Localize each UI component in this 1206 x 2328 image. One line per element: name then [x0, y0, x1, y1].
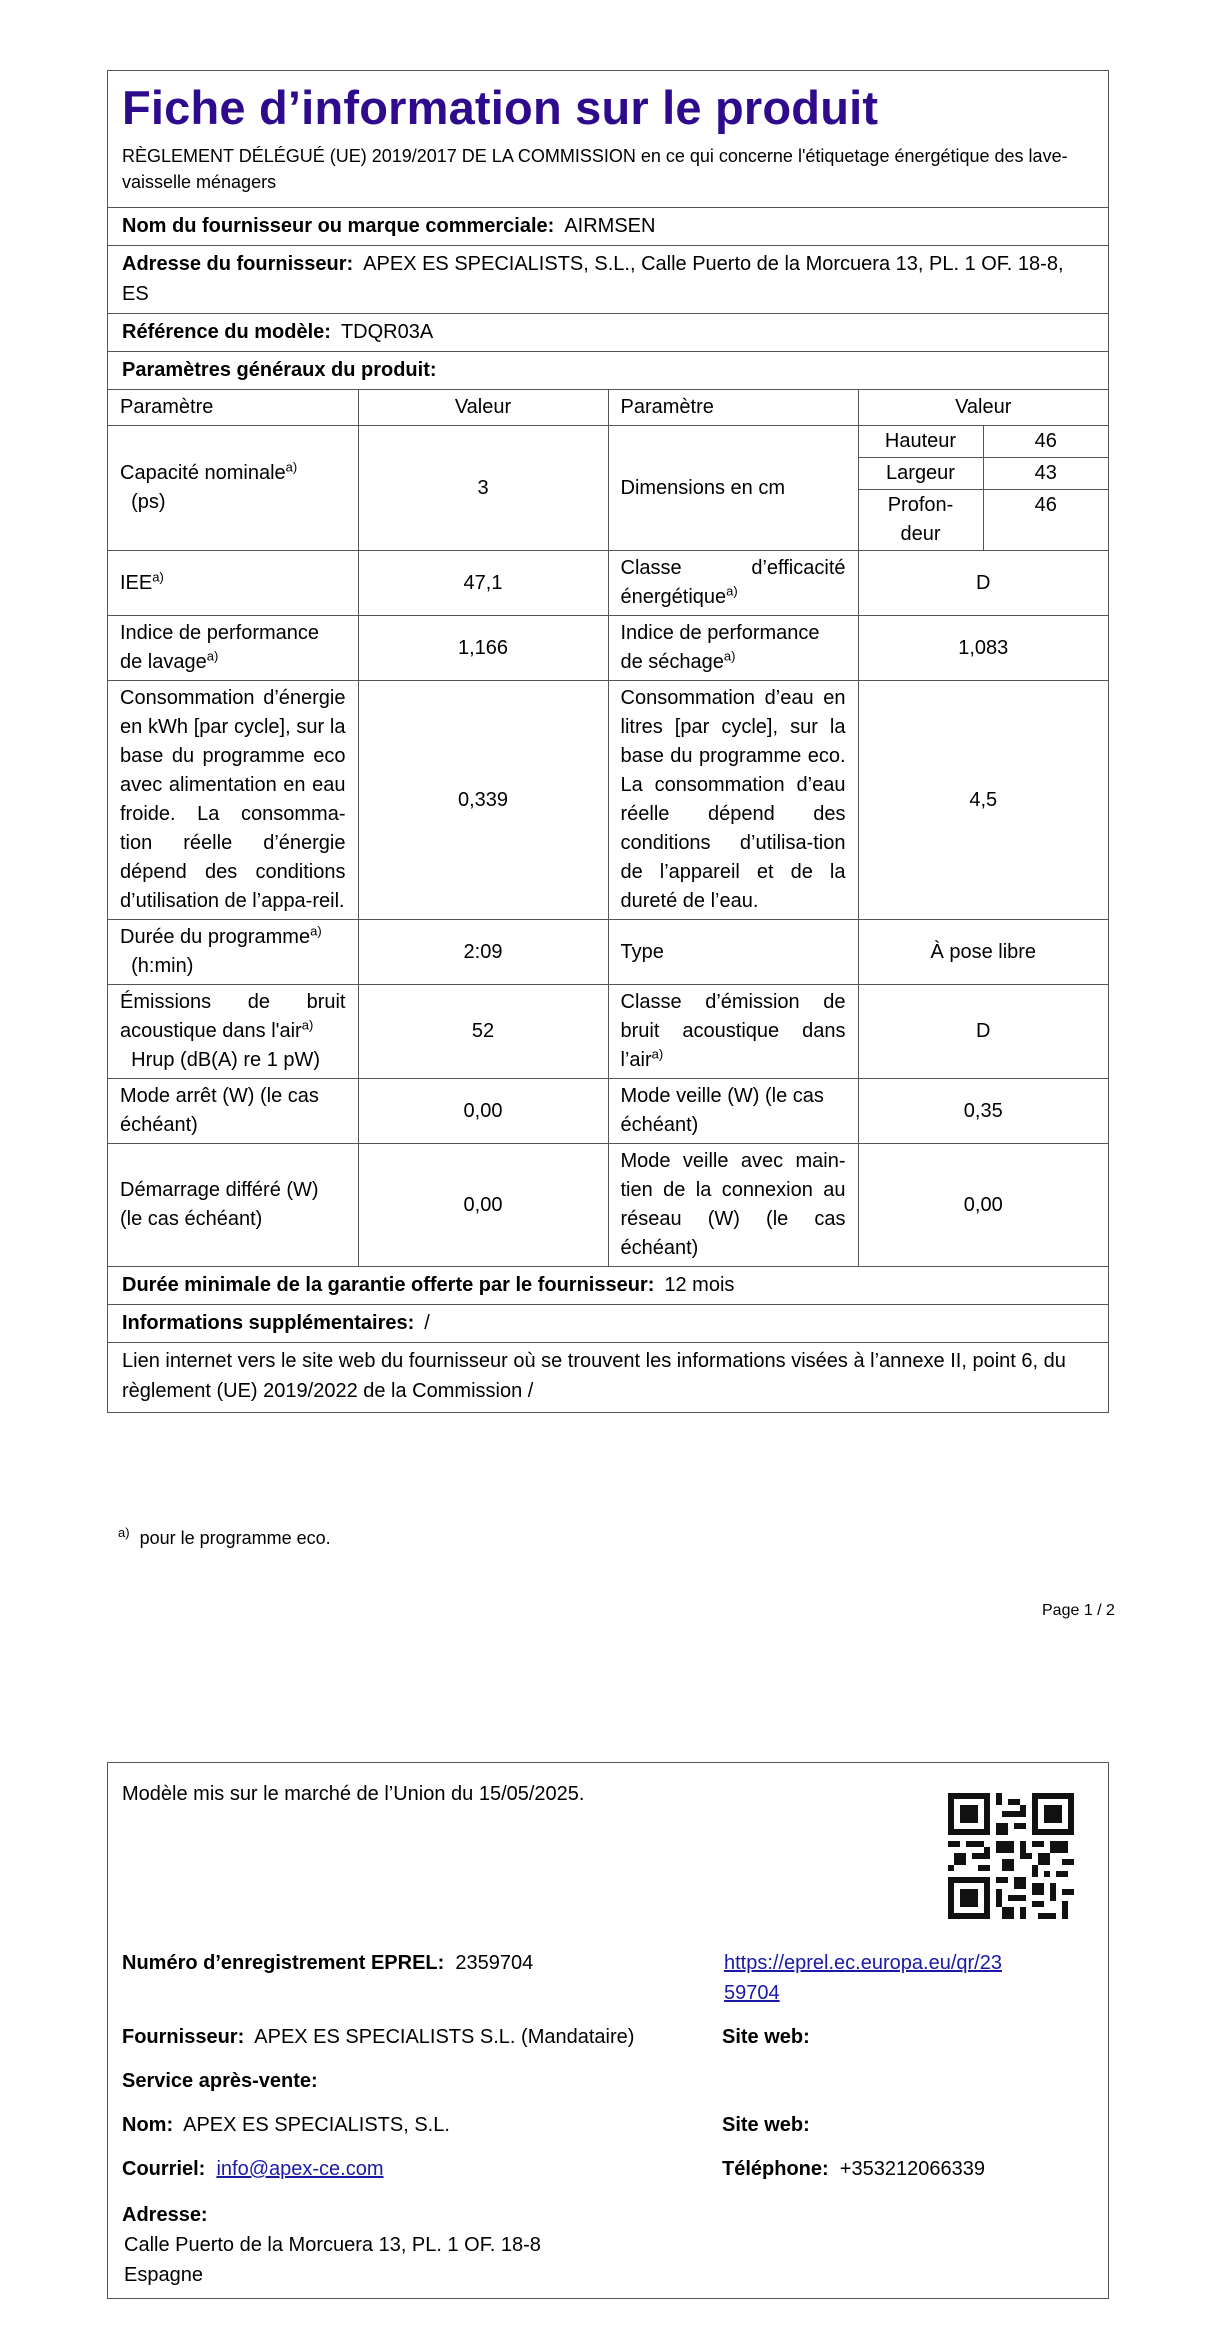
table-row [108, 681, 1108, 920]
table-row [108, 1079, 1108, 1144]
energy-consumption-label: Consommation d’énergie en kWh [par cycle], sur la base du programme eco avec alimentation en eau froide. La consomma-tion réelle d’énergie dépend des conditions d’utilisation de l’appa-reil. [108, 681, 358, 920]
website-info-row [108, 1342, 1108, 1412]
water-consumption-label: Consommation d’eau en litres [par cycle], sur la base du programme eco. La consommation d’eau réelle dépend des conditions d’utilisa-tion de l’appareil et de la dureté de l’eau. [608, 681, 858, 920]
washing-index-label-1: Indice de performance [120, 622, 320, 644]
address-label: Adresse du fournisseur: [122, 253, 354, 275]
page-number: Page 1 / 2 [1042, 1602, 1115, 1619]
warranty-label: Durée minimale de la garantie offerte par le fournisseur: [122, 1274, 655, 1296]
model-row [108, 313, 1108, 351]
box-supplier-label: Fournisseur: [122, 2026, 245, 2048]
parameters-table [108, 389, 1108, 1267]
email-link[interactable]: info@apex-ce.com [216, 2158, 384, 2180]
off-mode-value: 0,00 [358, 1079, 608, 1144]
drying-index-label-1: Indice de performance [620, 622, 820, 644]
general-params-row [108, 351, 1108, 389]
capacity-label-cell: Capacité nominale$^{a)}$ (ps) [108, 426, 358, 551]
iee-label-cell: IEE$^{a)}$ [108, 551, 358, 616]
supplier-row [108, 207, 1108, 245]
noise-label-1: Émissions de bruit acoustique dans l'air [120, 991, 346, 1042]
supplier-info-row [122, 2022, 634, 2052]
name-value: APEX ES SPECIALISTS, S.L. [183, 2114, 450, 2136]
header-value: Valeur [358, 390, 608, 426]
noise-label-2: Hrup (dB(A) re 1 pW) [131, 1049, 321, 1071]
noise-class-label-cell: Classe d’émission de bruit acoustique dans l’air$^{a)}$ [608, 985, 858, 1079]
box-address-line-1: Calle Puerto de la Morcuera 13, PL. 1 OF. 18-8 [124, 2234, 541, 2256]
table-row [108, 985, 1108, 1079]
eprel-link-line-2[interactable]: 59704 [724, 1982, 780, 2004]
duration-unit: (h:min) [131, 955, 194, 977]
noise-class-value: D [858, 985, 1108, 1079]
depth-value: 46 [983, 490, 1108, 551]
networked-standby-label: Mode veille avec main-tien de la connexion au réseau (W) (le cas échéant) [608, 1144, 858, 1267]
header-value: Valeur [858, 390, 1108, 426]
additional-info-value: / [424, 1312, 430, 1334]
service-label: Service après-vente: [122, 2070, 318, 2092]
height-label: Hauteur [858, 426, 983, 458]
eprel-link[interactable] [724, 1948, 1002, 2008]
duration-label-cell: Durée du programme$^{a)}$ (h:min) [108, 920, 358, 985]
water-consumption-value: 4,5 [858, 681, 1108, 920]
type-label: Type [608, 920, 858, 985]
washing-index-label-2: de lavage [120, 651, 207, 673]
networked-standby-value: 0,00 [858, 1144, 1108, 1267]
efficiency-class-value: D [858, 551, 1108, 616]
width-value: 43 [983, 458, 1108, 490]
capacity-value: 3 [358, 426, 608, 551]
iee-value: 47,1 [358, 551, 608, 616]
depth-label-1: Profon- [887, 494, 954, 516]
phone-row [722, 2154, 985, 2184]
box-supplier-value: APEX ES SPECIALISTS S.L. (Mandataire) [254, 2026, 635, 2048]
general-params-label: Paramètres généraux du produit: [122, 359, 437, 381]
service-row [122, 2066, 318, 2096]
registration-box [107, 1762, 1109, 2299]
washing-index-label-cell: Indice de performance de lavage$^{a)}$ [108, 616, 358, 681]
iee-label: IEE [120, 571, 153, 594]
box-address-line-2: Espagne [124, 2264, 203, 2286]
site-web-row [722, 2022, 810, 2052]
drying-index-label-2: de séchage [620, 651, 724, 673]
email-row [122, 2154, 384, 2184]
table-row [108, 920, 1108, 985]
width-label: Largeur [858, 458, 983, 490]
noise-value: 52 [358, 985, 608, 1079]
page-title: Fiche d’information sur le produit [122, 81, 879, 134]
website-info-text: Lien internet vers le site web du fournisseur où se trouvent les informations visées à l’annexe II, point 6, du règlement (UE) 2019/2022 de la Commission / [122, 1350, 1066, 1402]
site-web-row-2 [722, 2110, 810, 2140]
dimensions-label: Dimensions en cm [608, 426, 858, 551]
table-row [108, 1144, 1108, 1267]
efficiency-class-label-cell [608, 551, 858, 616]
site-web-label: Site web: [722, 2026, 810, 2048]
depth-label-2: deur [900, 523, 941, 545]
market-date: Modèle mis sur le marché de l’Union du 15/05/2025. [122, 1783, 585, 1805]
name-label: Nom: [122, 2114, 174, 2136]
washing-index-value: 1,166 [358, 616, 608, 681]
email-label: Courriel: [122, 2158, 206, 2180]
footnote-text: pour le programme eco. [139, 1528, 331, 1548]
delay-start-label: Démarrage différé (W) (le cas échéant) [108, 1144, 358, 1267]
name-row [122, 2110, 450, 2140]
table-row [108, 616, 1108, 681]
eprel-row [122, 1948, 533, 1978]
eprel-number: 2359704 [455, 1952, 534, 1974]
drying-index-value: 1,083 [858, 616, 1108, 681]
drying-index-label-cell: Indice de performance de séchage$^{a)}$ [608, 616, 858, 681]
box-address-label: Adresse: [122, 2204, 208, 2226]
height-value: 46 [983, 426, 1108, 458]
address-value: APEX ES SPECIALISTS, S.L., Calle Puerto de la Morcuera 13, PL. 1 OF. 18-8, ES [122, 253, 1064, 305]
warranty-value: 12 mois [664, 1274, 735, 1296]
eprel-link-line-1[interactable]: https://eprel.ec.europa.eu/qr/23 [724, 1952, 1002, 1974]
address-row [108, 245, 1108, 313]
supplier-value: AIRMSEN [564, 215, 656, 237]
standby-value: 0,35 [858, 1079, 1108, 1144]
header-parameter: Paramètre [608, 390, 858, 426]
supplier-label: Nom du fournisseur ou marque commerciale: [122, 215, 555, 237]
noise-class-label: Classe d’émission de bruit acoustique dans l’air [620, 991, 846, 1071]
table-row [108, 426, 1108, 458]
warranty-row [108, 1267, 1108, 1304]
table-row [108, 551, 1108, 616]
eprel-label: Numéro d’enregistrement EPREL: [122, 1952, 445, 1974]
qr-code-icon [948, 1793, 1074, 1919]
model-label: Référence du modèle: [122, 321, 331, 343]
table-header-row [108, 390, 1108, 426]
footnote-mark: a) [118, 1525, 130, 1540]
capacity-unit: (ps) [131, 491, 166, 513]
efficiency-class-label-1: Classe d’efficacité [620, 557, 846, 579]
efficiency-class-label-2: énergétique [620, 586, 727, 608]
efficiency-class-label-2-wrap: énergétique$^{a)}$ [620, 583, 738, 608]
capacity-label: Capacité nominale [120, 462, 286, 484]
standby-label: Mode veille (W) (le cas échéant) [608, 1079, 858, 1144]
site-web-label-2: Site web: [722, 2114, 810, 2136]
model-value: TDQR03A [340, 321, 434, 343]
duration-value: 2:09 [358, 920, 608, 985]
additional-info-label: Informations supplémentaires: [122, 1312, 415, 1334]
phone-label: Téléphone: [722, 2158, 829, 2180]
footnote [118, 1525, 331, 1549]
header-parameter: Paramètre [108, 390, 358, 426]
type-value: À pose libre [858, 920, 1108, 985]
depth-label-cell [858, 490, 983, 551]
energy-consumption-value: 0,339 [358, 681, 608, 920]
regulation-subtitle: RÈGLEMENT DÉLÉGUÉ (UE) 2019/2017 DE LA COMMISSION en ce qui concerne l'étiquetage énergétique des lave-vaisselle ménagers [122, 146, 1068, 192]
phone-value: +353212066339 [839, 2158, 985, 2180]
box-address-label-row [122, 2200, 208, 2230]
off-mode-label: Mode arrêt (W) (le cas échéant) [108, 1079, 358, 1144]
product-information-sheet [107, 70, 1109, 1413]
duration-label: Durée du programme [120, 926, 311, 948]
noise-label-cell: Émissions de bruit acoustique dans l'air$^{a)}$ Hrup (dB(A) re 1 pW) [108, 985, 358, 1079]
delay-start-value: 0,00 [358, 1144, 608, 1267]
additional-info-row [108, 1304, 1108, 1342]
